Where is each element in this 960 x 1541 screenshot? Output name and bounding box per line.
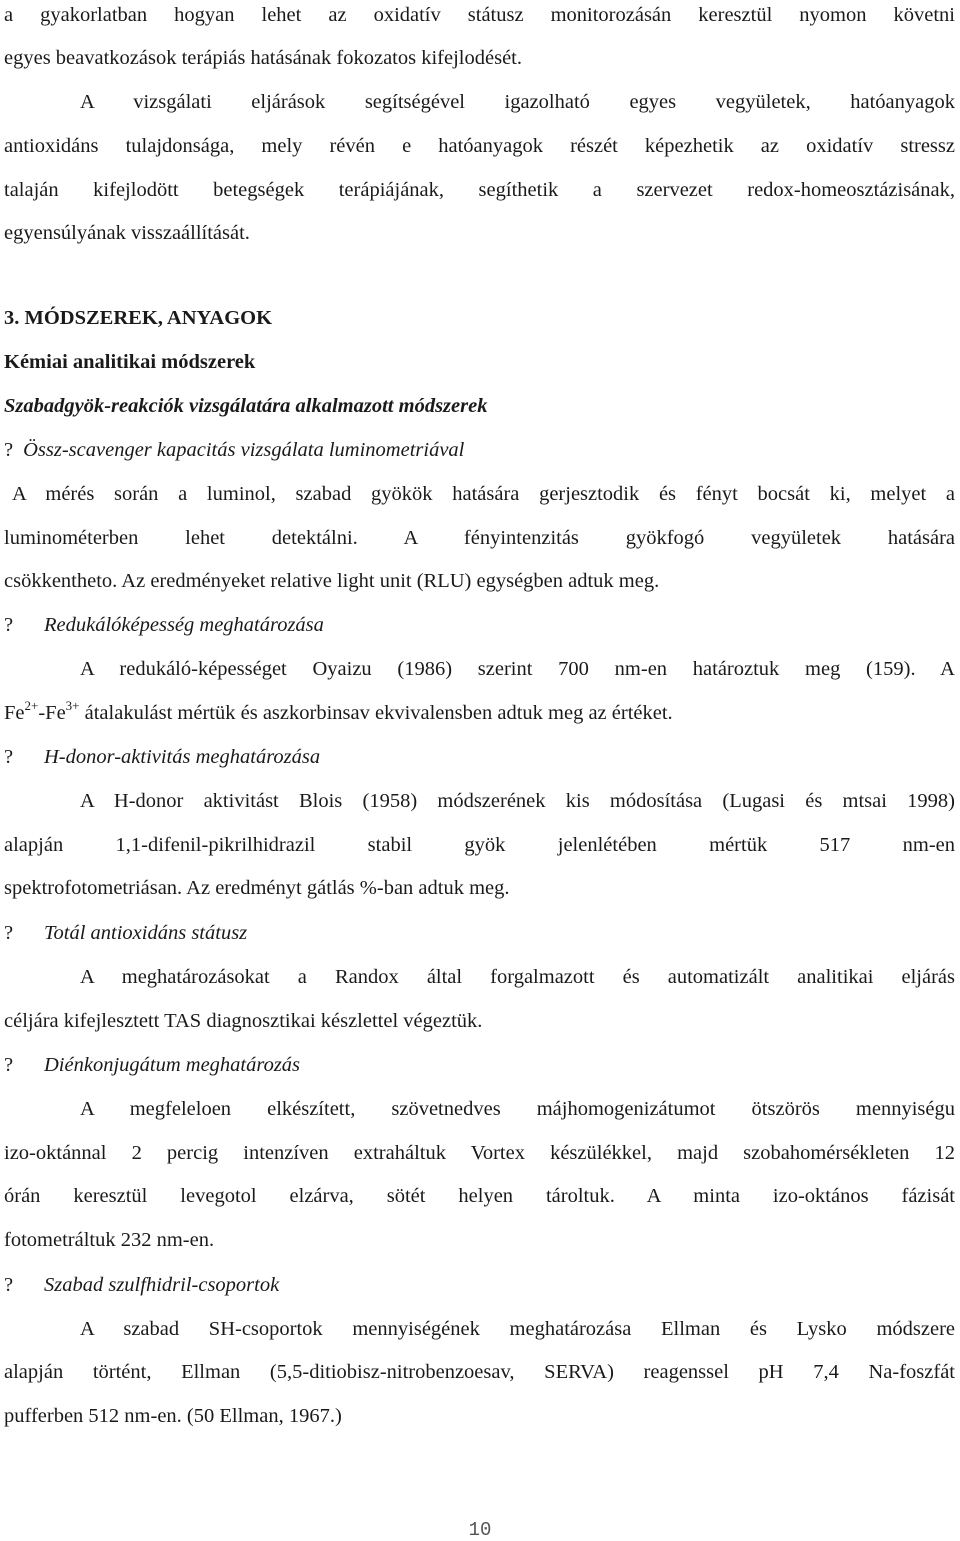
item2-line-2-text: átalakulást mértük és aszkorbinsav ekvivalensben adtuk meg az értéket. <box>79 702 673 724</box>
charge-3plus: 3+ <box>65 698 80 713</box>
item5-line-3: órán keresztül levegotol elzárva, sötét helyen tároltuk. A minta izo-oktános fázisát <box>4 1185 955 1207</box>
section-title: 3. MÓDSZEREK, ANYAGOK <box>4 307 273 329</box>
section-subtitle: Kémiai analitikai módszerek <box>4 351 256 373</box>
bullet-marker: ? <box>4 922 14 944</box>
bullet-marker: ? <box>4 1054 14 1076</box>
item4-line-2: céljára kifejlesztett TAS diagnosztikai készlettel végeztük. <box>4 1010 483 1032</box>
item2-line-2 <box>4 700 955 728</box>
item3-heading <box>4 744 955 770</box>
charge-2plus: 2+ <box>24 698 39 713</box>
item4-heading <box>4 920 955 946</box>
method-group-heading: Szabadgyök-reakciók vizsgálatára alkalmazott módszerek <box>4 395 488 417</box>
item6-heading <box>4 1272 955 1298</box>
item5-heading-text: Diénkonjugátum meghatározás <box>44 1054 301 1076</box>
bullet-marker: ? <box>4 1274 14 1296</box>
item2-heading-text: Redukálóképesség meghatározása <box>44 614 324 636</box>
item4-heading-text: Totál antioxidáns státusz <box>44 922 248 944</box>
item6-line-2: alapján történt, Ellman (5,5-ditiobisz-nitrobenzoesav, SERVA) reagenssel pH 7,4 Na-foszfát <box>4 1361 955 1383</box>
item1-heading <box>4 437 955 463</box>
paragraph-line-2: antioxidáns tulajdonsága, mely révén e hatóanyagok részét képezhetik az oxidatív stressz <box>4 135 955 157</box>
paragraph-line-4: egyensúlyának visszaállítását. <box>4 222 250 244</box>
bullet-marker: ? <box>4 614 14 636</box>
item5-heading <box>4 1052 955 1078</box>
item3-line-2: alapján 1,1-difenil-pikrilhidrazil stabil gyök jelenlétében mértük 517 nm-en <box>4 834 955 856</box>
bullet-marker: ? <box>4 746 14 768</box>
item4-line-1: A meghatározásokat a Randox által forgalmazott és automatizált analitikai eljárás <box>80 966 955 988</box>
item6-line-3: pufferben 512 nm-en. (50 Ellman, 1967.) <box>4 1405 342 1427</box>
paragraph-line-1: A vizsgálati eljárások segítségével igazolható egyes vegyületek, hatóanyagok <box>80 91 955 113</box>
item3-line-3: spektrofotometriásan. Az eredményt gátlás %-ban adtuk meg. <box>4 877 510 899</box>
item5-line-4: fotometráltuk 232 nm-en. <box>4 1229 215 1251</box>
item1-heading-text: Össz-scavenger kapacitás vizsgálata luminometriával <box>23 439 465 461</box>
item2-heading <box>4 612 955 638</box>
item1-line-2: luminométerben lehet detektálni. A fényintenzitás gyökfogó vegyületek hatására <box>4 527 955 549</box>
item6-heading-text: Szabad szulfhidril-csoportok <box>44 1274 280 1296</box>
item3-line-1: A H-donor aktivitást Blois (1958) módszerének kis módosítása (Lugasi és mtsai 1998) <box>80 790 955 812</box>
item2-line-1: A redukáló-képességet Oyaizu (1986) szerint 700 nm-en határoztuk meg (159). A <box>80 658 955 680</box>
paragraph-line-3: talaján kifejlodött betegségek terápiájának, segíthetik a szervezet redox-homeosztázisának, <box>4 179 955 201</box>
item1-line-1: A mérés során a luminol, szabad gyökök hatására gerjesztodik és fényt bocsát ki, melyet a <box>12 483 955 505</box>
item3-heading-text: H-donor-aktivitás meghatározása <box>44 746 321 768</box>
intro-line-2: egyes beavatkozások terápiás hatásának fokozatos kifejlodését. <box>4 47 522 69</box>
item6-line-1: A szabad SH-csoportok mennyiségének meghatározása Ellman és Lysko módszere <box>80 1318 955 1340</box>
item1-line-3: csökkentheto. Az eredményeket relative light unit (RLU) egységben adtuk meg. <box>4 570 660 592</box>
fe-label: Fe <box>4 702 25 724</box>
item5-line-1: A megfeleloen elkészített, szövetnedves májhomogenizátumot ötszörös mennyiségu <box>80 1098 955 1120</box>
item5-line-2: izo-oktánnal 2 percig intenzíven extraháltuk Vortex készülékkel, majd szobahomérsékleten 12 <box>4 1142 955 1164</box>
intro-line-1: a gyakorlatban hogyan lehet az oxidatív státusz monitorozásán keresztül nyomon követni <box>4 4 955 26</box>
bullet-marker: ? <box>4 439 14 461</box>
page-number: 10 <box>468 1519 492 1541</box>
fe-label: -Fe <box>38 702 66 724</box>
